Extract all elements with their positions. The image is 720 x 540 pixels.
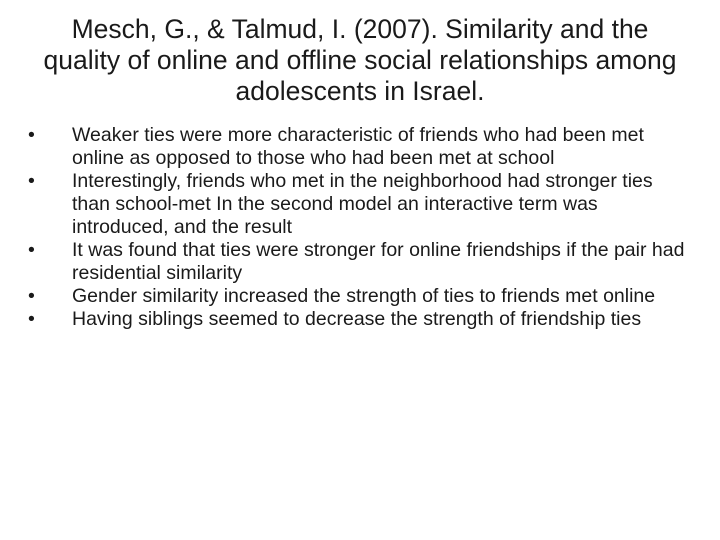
bullet-marker: • — [28, 285, 35, 307]
bullet-item — [28, 170, 688, 239]
bullet-text: Having siblings seemed to decrease the strength of friendship ties — [72, 308, 642, 330]
bullet-marker: • — [28, 170, 35, 192]
bullet-marker: • — [28, 308, 35, 330]
bullet-text: It was found that ties were stronger for online friendships if the pair had residential similarity — [72, 239, 685, 284]
slide-title: Mesch, G., & Talmud, I. (2007). Similarity and the quality of online and offline social relationships among adolescents in Israel. — [43, 14, 677, 106]
bullet-text: Weaker ties were more characteristic of friends who had been met online as opposed to those who had been met at school — [72, 124, 644, 169]
bullet-item — [28, 308, 688, 331]
bullet-item — [28, 124, 688, 170]
bullet-text: Interestingly, friends who met in the neighborhood had stronger ties than school-met In the second model an interactive term was introduced, and the result — [72, 170, 653, 238]
bullet-marker: • — [28, 124, 35, 146]
bullet-marker: • — [28, 239, 35, 261]
bullet-list — [28, 124, 688, 331]
bullet-item — [28, 285, 688, 308]
bullet-text: Gender similarity increased the strength of ties to friends met online — [72, 285, 656, 307]
bullet-item — [28, 239, 688, 285]
